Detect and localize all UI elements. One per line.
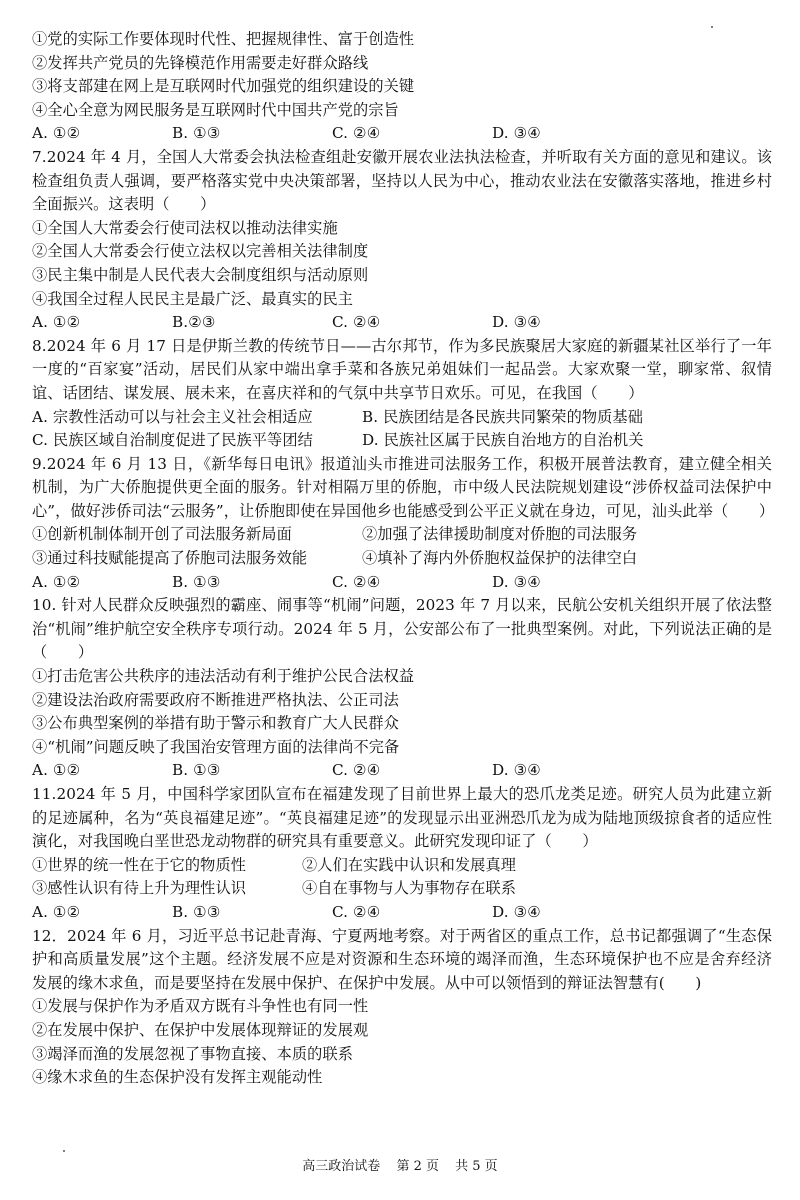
question-stem: 7.2024 年 4 月，全国人大常委会执法检查组赴安徽开展农业法执法检查，并听取有关方面的意见和建议。该检查组负责人强调，要严格落实党中央决策部署，坚持以人民为中心，推动农业法在安徽落实落地，推进乡村全面振兴。这表明（ ） bbox=[32, 147, 772, 214]
statements-row-1 bbox=[32, 523, 772, 547]
question-8 bbox=[32, 335, 772, 453]
statement: ①全国人大常委会行使司法权以推动法律实施 bbox=[32, 218, 338, 237]
answer-options bbox=[32, 122, 772, 146]
option-c: C. ②④ bbox=[332, 761, 381, 780]
option-c: C. ②④ bbox=[332, 124, 381, 143]
scan-speck bbox=[63, 1150, 65, 1152]
question-stem: 9.2024 年 6 月 13 日，《新华每日电讯》报道汕头市推进司法服务工作，积极开展普法教育，建立健全相关机制，为广大侨胞提供更全面的服务。针对相隔万里的侨胞，市中级人民法院规划建设“涉侨权益司法保护中心”，做好涉侨司法“云服务”，让侨胞即使在异国他乡也能感受到公平正义就在身边，可见，汕头此举（ ） bbox=[32, 454, 775, 520]
option-d: D. ③④ bbox=[492, 313, 542, 332]
option-b: B. ①③ bbox=[172, 124, 221, 143]
statement: ④我国全过程人民民主是最广泛、最真实的民主 bbox=[32, 289, 354, 308]
option-d: D. 民族社区属于民族自治地方的自治机关 bbox=[362, 431, 644, 450]
statement: ①世界的统一性在于它的物质性 bbox=[32, 855, 247, 874]
statement: ②发挥共产党员的先锋模范作用需要走好群众路线 bbox=[32, 53, 369, 72]
option-c: C. ②④ bbox=[332, 572, 381, 591]
statement: ③通过科技赋能提高了侨胞司法服务效能 bbox=[32, 549, 308, 568]
option-a: A. ①② bbox=[32, 124, 81, 143]
option-b: B. ①③ bbox=[172, 902, 221, 921]
statement: ①党的实际工作要体现时代性、把握规律性、富于创造性 bbox=[32, 30, 415, 48]
statement: ③公布典型案例的举措有助于警示和教育广大人民群众 bbox=[32, 714, 399, 733]
statement: ①打击危害公共秩序的违法活动有利于维护公民合法权益 bbox=[32, 667, 415, 686]
option-a: A. ①② bbox=[32, 902, 81, 921]
question-stem: 11.2024 年 5 月，中国科学家团队宣布在福建发现了目前世界上最大的恐爪龙类足迹。研究人员为此建立新的足迹属种，名为“英良福建足迹”。“英良福建足迹”的发现显示出亚洲恐爪龙为成为陆地顶级掠食者的适应性演化，对我国晚白垩世恐龙动物群的研究具有重要意义。此研究发现印证了（ ） bbox=[32, 785, 772, 851]
statement: ④填补了海内外侨胞权益保护的法律空白 bbox=[362, 549, 638, 568]
statement: ①发展与保护作为矛盾双方既有斗争性也有同一性 bbox=[32, 997, 369, 1016]
statement: ②全国人大常委会行使立法权以完善相关法律制度 bbox=[32, 242, 369, 261]
question-stem: 10. 针对人民群众反映强烈的霸座、闹事等“机闹”问题，2023 年 7 月以来，民航公安机关组织开展了依法整治“机闹”维护航空安全秩序专项行动。2024 年 5 月，公安部公布了一批典型案例。对此，下列说法正确的是（ ） bbox=[32, 596, 772, 662]
option-c: C. ②④ bbox=[332, 902, 381, 921]
answer-options bbox=[32, 901, 772, 925]
option-a: A. ①② bbox=[32, 572, 81, 591]
question-stem: 8.2024 年 6 月 17 日是伊斯兰教的传统节日——古尔邦节，作为多民族聚居大家庭的新疆某社区举行了一年一度的“百家宴”活动，居民们从家中端出拿手菜和各族兄弟姐妹们一起品尝。大家欢聚一堂，聊家常、叙情谊、话团结、谋发展、展未来，在喜庆祥和的气氛中共享节日欢乐。可见，在我国（ ） bbox=[32, 336, 772, 402]
statement: ④缘木求鱼的生态保护没有发挥主观能动性 bbox=[32, 1068, 323, 1087]
statements-row-1 bbox=[32, 854, 772, 878]
option-b: B. 民族团结是各民族共同繁荣的物质基础 bbox=[362, 407, 644, 426]
option-d: D. ③④ bbox=[492, 124, 542, 143]
footer-page-number: 第 2 页 bbox=[396, 1159, 439, 1174]
answer-options bbox=[32, 759, 772, 783]
statement: ①创新机制体制开创了司法服务新局面 bbox=[32, 525, 292, 544]
answer-options-row-2 bbox=[32, 429, 772, 453]
page-footer bbox=[0, 1155, 800, 1174]
statements-row-2 bbox=[32, 547, 772, 571]
statement: ②人们在实践中认识和发展真理 bbox=[302, 855, 517, 874]
statement: ②加强了法律援助制度对侨胞的司法服务 bbox=[362, 525, 638, 544]
question-11 bbox=[32, 783, 772, 925]
answer-options bbox=[32, 311, 772, 335]
option-b: B. ①③ bbox=[172, 761, 221, 780]
option-b: B. ①③ bbox=[172, 572, 221, 591]
statement: ③感性认识有待上升为理性认识 bbox=[32, 879, 247, 898]
statement: ②在发展中保护、在保护中发展体现辩证的发展观 bbox=[32, 1020, 369, 1039]
question-6 bbox=[32, 28, 772, 146]
statement: ④“机闹”问题反映了我国治安管理方面的法律尚不完备 bbox=[32, 737, 400, 756]
statements-row-2 bbox=[32, 877, 772, 901]
statement: ②建设法治政府需要政府不断推进严格执法、公正司法 bbox=[32, 690, 399, 709]
question-stem: 12．2024 年 6 月，习近平总书记赴青海、宁夏两地考察。对于两省区的重点工作，总书记都强调了“生态保护和高质量发展”这个主题。经济发展不应是对资源和生态环境的竭泽而渔，生态环境保护也不应是舍弃经济发展的缘木求鱼，而是要坚持在发展中保护、在保护中发展。从中可以领悟到的辩证法智慧有( ) bbox=[32, 926, 772, 992]
option-d: D. ③④ bbox=[492, 902, 542, 921]
answer-options-row-1 bbox=[32, 406, 772, 430]
statement: ④自在事物与人为事物存在联系 bbox=[302, 879, 517, 898]
question-9 bbox=[32, 453, 775, 595]
option-a: A. 宗教性活动可以与社会主义社会相适应 bbox=[32, 407, 313, 426]
statement: ③竭泽而渔的发展忽视了事物直接、本质的联系 bbox=[32, 1044, 354, 1063]
option-b: B.②③ bbox=[172, 313, 216, 332]
option-a: A. ①② bbox=[32, 761, 81, 780]
statement: ③将支部建在网上是互联网时代加强党的组织建设的关键 bbox=[32, 77, 415, 96]
option-c: C. ②④ bbox=[332, 313, 381, 332]
answer-options bbox=[32, 571, 772, 595]
option-d: D. ③④ bbox=[492, 572, 542, 591]
question-12 bbox=[32, 925, 772, 1090]
statement: ③民主集中制是人民代表大会制度组织与活动原则 bbox=[32, 265, 369, 284]
option-c: C. 民族区域自治制度促进了民族平等团结 bbox=[32, 431, 313, 450]
statement: ④全心全意为网民服务是互联网时代中国共产党的宗旨 bbox=[32, 100, 399, 119]
footer-title: 高三政治试卷 bbox=[302, 1159, 381, 1174]
question-7 bbox=[32, 146, 772, 335]
footer-total-pages: 共 5 页 bbox=[455, 1159, 498, 1174]
option-a: A. ①② bbox=[32, 313, 81, 332]
option-d: D. ③④ bbox=[492, 761, 542, 780]
question-10 bbox=[32, 594, 772, 783]
exam-page-content bbox=[32, 28, 775, 1090]
